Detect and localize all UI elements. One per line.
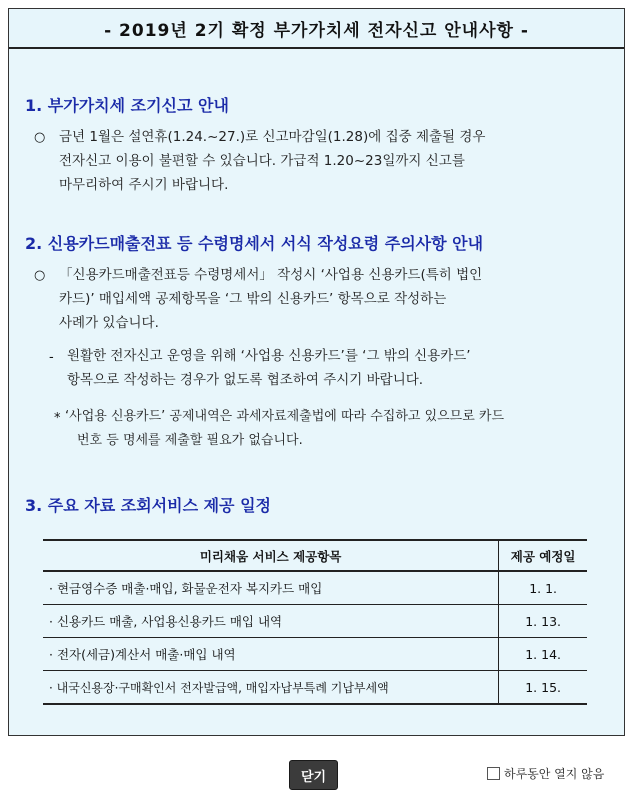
table-cell-date: 1. 15. xyxy=(499,671,587,705)
section-2-heading: 2. 신용카드매출전표 등 수령명세서 서식 작성요령 주의사항 안내 xyxy=(25,234,484,253)
section-1-line: 금년 1월은 설연휴(1.24.~27.)로 신고마감일(1.28)에 집중 제출될 경우 xyxy=(59,129,486,145)
section-2-note-line: 번호 등 명세를 제출할 필요가 없습니다. xyxy=(77,433,303,448)
section-2-line: 사례가 있습니다. xyxy=(59,315,159,331)
table-cell-date: 1. 13. xyxy=(499,605,587,638)
table-cell-item: · 신용카드 매출, 사업용신용카드 매입 내역 xyxy=(43,605,499,638)
section-2-text xyxy=(59,263,482,335)
notice-panel xyxy=(8,8,625,736)
section-1-text xyxy=(59,125,485,197)
table-row xyxy=(43,605,587,638)
circle-bullet-icon: ○ xyxy=(34,130,46,145)
table-header-row xyxy=(43,540,587,571)
section-1-line: 마무리하여 주시기 바랍니다. xyxy=(59,177,229,193)
dismiss-label: 하루동안 열지 않음 xyxy=(504,767,605,781)
schedule-table xyxy=(43,539,587,705)
section-3-heading: 3. 주요 자료 조회서비스 제공 일정 xyxy=(25,496,271,515)
section-2-line: 「신용카드매출전표등 수령명세서」 작성시 ‘사업용 신용카드(특히 법인 xyxy=(59,267,483,283)
table-cell-date: 1. 14. xyxy=(499,638,587,671)
section-2-dash-line: 항목으로 작성하는 경우가 없도록 협조하여 주시기 바랍니다. xyxy=(67,372,424,388)
table-cell-date: 1. 1. xyxy=(499,571,587,605)
dismiss-today-option[interactable] xyxy=(487,765,604,782)
table-row xyxy=(43,571,587,605)
table-cell-item: · 내국신용장·구매확인서 전자발급액, 매입자납부특례 기납부세액 xyxy=(43,671,499,705)
table-cell-item: · 전자(세금)계산서 매출·매입 내역 xyxy=(43,638,499,671)
table-row xyxy=(43,671,587,705)
section-1-heading: 1. 부가가치세 조기신고 안내 xyxy=(25,96,229,115)
section-2-note-text xyxy=(65,405,504,453)
asterisk-bullet-icon: * xyxy=(54,411,61,426)
dash-bullet-icon: - xyxy=(49,350,54,365)
close-button[interactable]: 닫기 xyxy=(289,760,338,790)
table-header-item: 미리채움 서비스 제공항목 xyxy=(43,540,499,571)
section-2-line: 카드)’ 매입세액 공제항목을 ‘그 밖의 신용카드’ 항목으로 작성하는 xyxy=(59,291,447,307)
section-1-line: 전자신고 이용이 불편할 수 있습니다. 가급적 1.20~23일까지 신고를 xyxy=(59,153,465,169)
table-header-date: 제공 예정일 xyxy=(499,540,587,571)
section-2-dash-line: 원활한 전자신고 운영을 위해 ‘사업용 신용카드’를 ‘그 밖의 신용카드’ xyxy=(67,348,471,364)
section-2-note-line: ‘사업용 신용카드’ 공제내역은 과세자료제출법에 따라 수집하고 있으므로 카드 xyxy=(65,409,505,424)
section-2-dash-text xyxy=(67,344,471,392)
table-row xyxy=(43,638,587,671)
dismiss-checkbox[interactable] xyxy=(487,767,500,780)
table-cell-item: · 현금영수증 매출·매입, 화물운전자 복지카드 매입 xyxy=(43,571,499,605)
notice-title: - 2019년 2기 확정 부가가치세 전자신고 안내사항 - xyxy=(9,9,624,49)
circle-bullet-icon: ○ xyxy=(34,268,46,283)
